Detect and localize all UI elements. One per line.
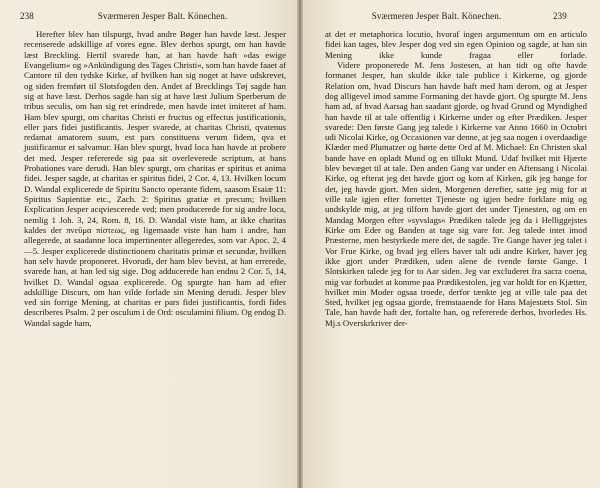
page-number-left: 238 xyxy=(20,11,34,21)
right-page xyxy=(301,0,600,488)
running-title-right: Sværmeren Jesper Balt. Könechen. xyxy=(371,11,502,21)
left-page xyxy=(0,0,299,488)
paragraph: Videre proponerede M. Jens Jostesen, at han tidt og ofte havde formanet Jesper, han skulde ikke tale publice i Kirkerne, og gjorde Relation om, hvad Discurs han havde haft med ham derom, og at Jesper dog alligevel imod samme Formaning det havde gjort. Og spurgte M. Jens ham ad, af hvad Aarsag han saadant gjorde, og hvad Grund og Myndighed han havde til at tale offentlig i Kirkerne under og efter Prædiken. Jesper svarede: Den første Gang jeg talede i Kirkerne var Anno 1660 in Octobri udi Nicolai Kirke, og Occasionen var denne, at jeg saa nogen i overdaadige Klæder med Plumatzer og hørte dette Ord af M. Michael: En Christen skal bande have en opladt Mund og en tillukt Mund. Udaf hvilket mit Hjærte blev bevæget til at tale. Den anden Gang var under en Aftensang i Nicolai Kirke, og efterat jeg det havde gjort og kom af Kirken, gik jeg bange for det, jeg havde gjort. Men siden, Morgenen derefter, satte jeg mig for at ville tale igjen efter forrettet Tjeneste og igjen bedre forklare mig og undskylde mig, at jeg tilforn havde gjort det under Tjenesten, og om en Mandag Morgen efter »syvslags« Prædiken talede jeg da i Helliggejstes Kirke om Eder og Banden at tage sig vare for. Jeg talede intet imod Præsterne, men bestyrkede mere det, de sagde. Tre Gange haver jeg talet i Vor Frue Kirke, og hvad jeg ellers haver talt udi andre Kirker, haver jeg ikke gjort under Prædiken, uden alene de tvende første Gange. I Slotskirken talede jeg for to Aar siden. Jeg var excluderet fra sacra coena, mig var forbudet at komme paa Prædikestolen, jeg var holdt for en Kjætter, hvilket min Moder ogsaa troede, derfor tænkte jeg at ville tale paa det Sted, hvilket jeg ogsaa gjorde, fremstaaende for Hans Majestæts Stol. Sin Tale, han havde haft der, fortalte han, og refererede derhos, hvorledes Hs. Mj.s Overskrkriver der- xyxy=(325,59,587,328)
book-gutter xyxy=(297,0,303,488)
left-page-body xyxy=(24,29,286,328)
paragraph: Herefter blev han tilspurgt, hvad andre Bøger han havde læst. Jesper recenserede adskillige af vores egne. Blev derhos spurgt, om han havde læst Breckling. Hertil svarede han, at han havde haft »das ewige Evangelium« og »Ankündigung des Tages Christi«, som han havde faaet af Cantore til den tydske Kirke, af hvilken han sig noget at have udskrevet, og siden fremført til Slotsfogden den. Andet af Brecklings Tøj sagde han sig at have læst. Derhos sagde han sig at have læst Julium Sperberum de tribus seculis, om han sig ret erindrede, men havde intet imiteret af ham. Ham blev spurgt, om charitas Christi er fructus og effectus justificationis, eller pars fidei justificantis. Jesper svarede, at charitas Christi, qvatenus redamat amatorem suum, est pars constituens verum fidem, qva et justificamur et salvamur. Han blev spurgt, hvad loca han havde at probere det med. Jesper refererede sig paa sit overleverede scriptum, at hans Probationes vare derudi. Han blev spurgt, om charitas er spiritus et anima fidei. Jesper sagde, at charitas er spiritus fidei, 2 Cor. 4, 13. Hvilken locum D. Wandal explicerede de Spiritu Sancto operante fidem, saasom Esaiæ 11: Spiritus Sapientiæ etc., Zach. 2: Spiritus gratiæ et precum; hvilken Explication Jesper acqviescerede ved; men producerede for sig andre loca, nemlig 1 Joh. 3, 24, Rom. 8, 16. D. Wandal viste ham, at ikke charitas kaldes der πνεῦμα πίστεως, og ligemaade viste han ham i andre, han allegerede, at saadanne loca impertinenter allegeredes, som var Apoc. 2, 4—5. Jesper explicerede distinctionem charitatis primæ et secundæ, hvilken han selv havde proponeret. Hvorudi, der ham blev bevist, at han errerede, svarede han, at han led sig sige. Dog adducerede han endnu 2 Cor. 5, 14, hvilket D. Wandal ogsaa explicerede. Og spurgte han ham ad efter adskillige Discurs, om han vilde forlade sin Mening derudi. Jesper blev ved sin forrige Mening, at charitas er pars fidei justificantis, fordi fides describeres Psalm. 2 per osculum i de Ord: osculamini filium. Og endog D. Wandal sagde ham, xyxy=(24,29,286,328)
right-page-body xyxy=(325,29,587,328)
page-number-right: 239 xyxy=(553,11,567,21)
paragraph: at det er metaphorica locutio, hvoraf ingen argumentum om en articulo fidei kan tages, blev Jesper dog ved sin egen Opinion og sagde, at han sin Mening ikke kunde fragaa eller forlade. xyxy=(325,29,587,60)
running-title-left: Sværmeren Jesper Balt. Könechen. xyxy=(97,11,228,21)
